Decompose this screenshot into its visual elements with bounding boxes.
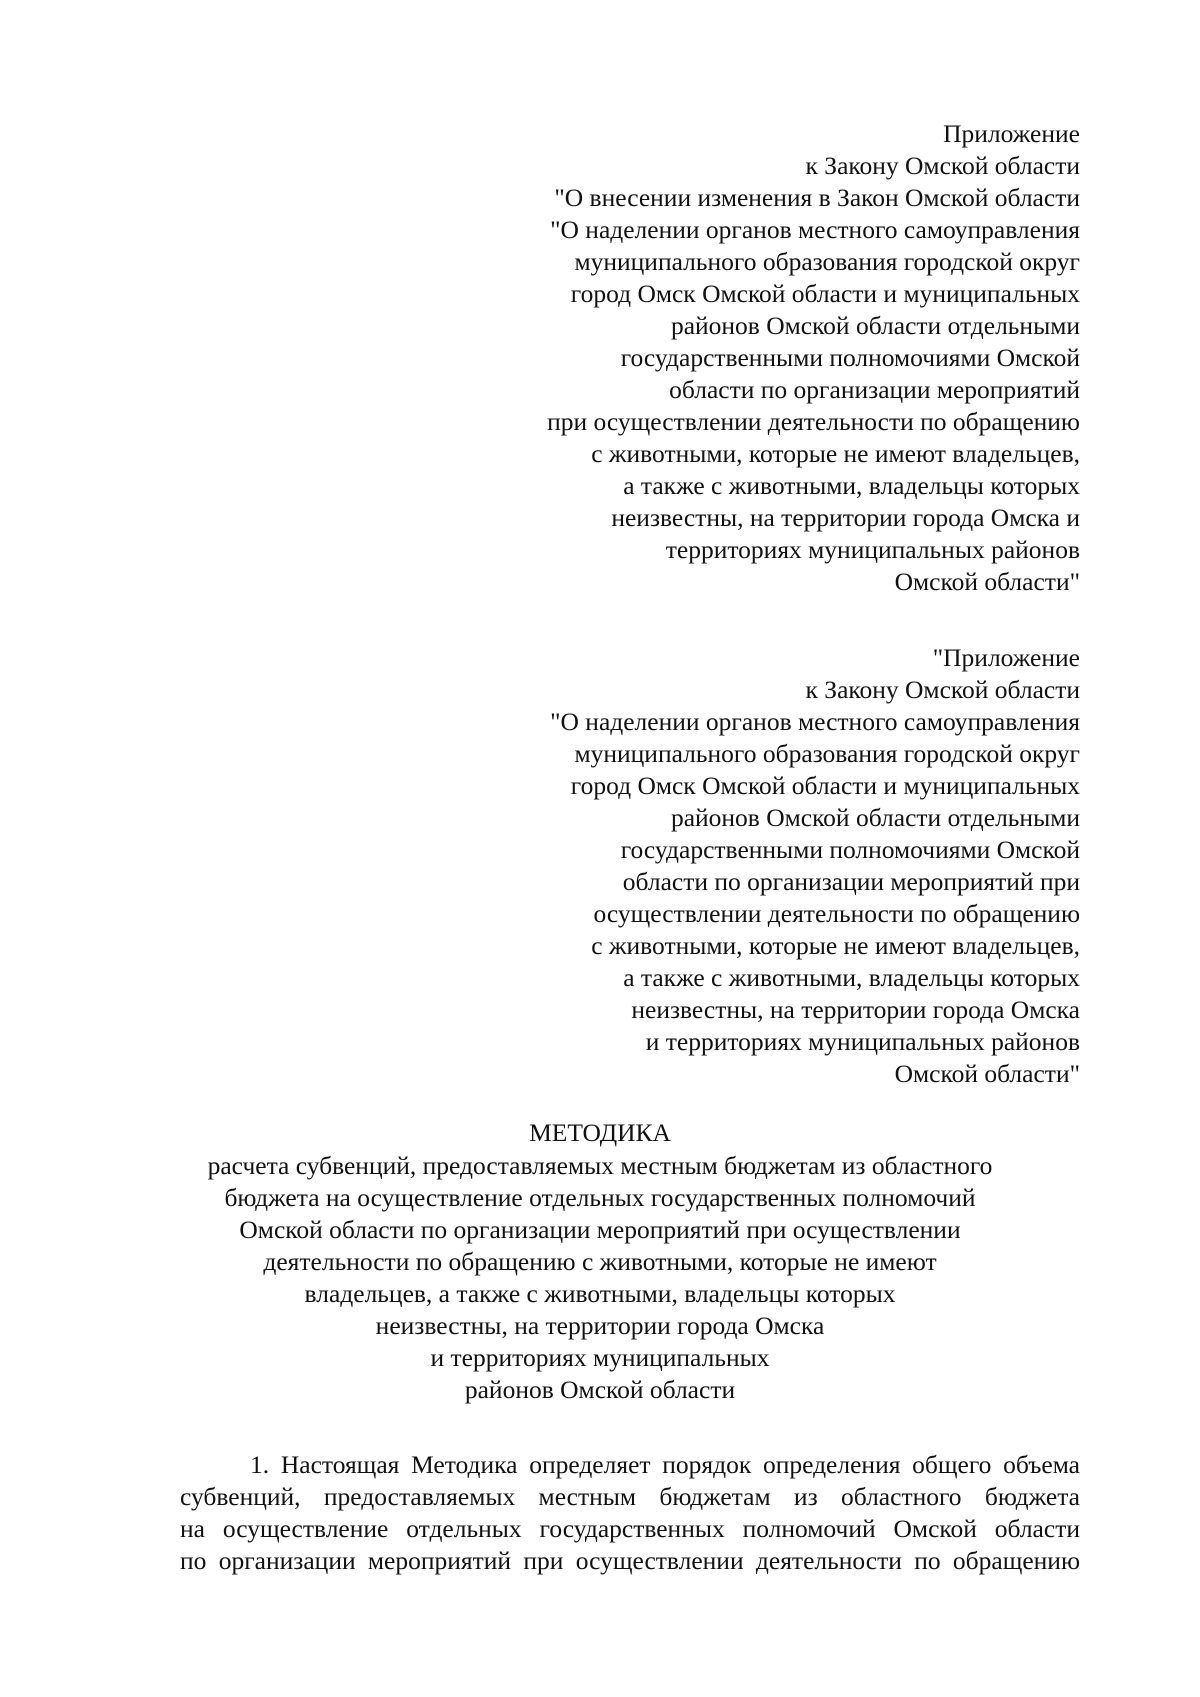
appendix-header-line: Омской области" — [894, 567, 1080, 596]
subtitle-line: деятельности по обращению с животными, которые не имеют — [263, 1247, 937, 1276]
appendix-header-line: Приложение — [943, 119, 1080, 148]
quoted-appendix-line: неизвестны, на территории города Омска — [631, 995, 1080, 1024]
paragraph-line: на осуществление отдельных государственных полномочий Омской области — [180, 1514, 1080, 1543]
appendix-header-line: области по организации мероприятий — [669, 375, 1080, 404]
subtitle-line: расчета субвенций, предоставляемых местным бюджетам из областного — [207, 1151, 993, 1180]
document-subtitle — [140, 1150, 1060, 1406]
subtitle-line: Омской области по организации мероприятий при осуществлении — [239, 1215, 961, 1244]
appendix-header-line: город Омск Омской области и муниципальных — [570, 279, 1080, 308]
quoted-appendix-line: город Омск Омской области и муниципальных — [570, 771, 1080, 800]
appendix-header-line: к Закону Омской области — [805, 151, 1080, 180]
document-title: МЕТОДИКА — [529, 1118, 671, 1147]
subtitle-line: неизвестны, на территории города Омска — [375, 1311, 825, 1340]
appendix-header-line: а также с животными, владельцы которых — [623, 471, 1080, 500]
quoted-appendix-line: "Приложение — [932, 643, 1080, 672]
appendix-header-line: "О наделении органов местного самоуправления — [550, 215, 1080, 244]
quoted-appendix-line: районов Омской области отдельными — [670, 803, 1080, 832]
appendix-header-block — [440, 118, 1080, 598]
appendix-header-line: районов Омской области отдельными — [670, 311, 1080, 340]
quoted-appendix-line: осуществлении деятельности по обращению — [593, 899, 1080, 928]
subtitle-line: владельцев, а также с животными, владельцы которых — [304, 1279, 896, 1308]
appendix-header-line: государственными полномочиями Омской — [620, 343, 1080, 372]
body-paragraph-1 — [180, 1449, 1080, 1577]
appendix-header-line: территориях муниципальных районов — [665, 535, 1080, 564]
quoted-appendix-line: "О наделении органов местного самоуправления — [550, 707, 1080, 736]
quoted-appendix-line: государственными полномочиями Омской — [620, 835, 1080, 864]
appendix-header-line: "О внесении изменения в Закон Омской области — [554, 183, 1080, 212]
subtitle-line: районов Омской области — [464, 1375, 736, 1404]
subtitle-line: бюджета на осуществление отдельных государственных полномочий — [224, 1183, 976, 1212]
quoted-appendix-line: области по организации мероприятий при — [622, 867, 1080, 896]
quoted-appendix-line: муниципального образования городской округ — [574, 739, 1080, 768]
quoted-appendix-line: с животными, которые не имеют владельцев, — [591, 931, 1080, 960]
quoted-appendix-line: к Закону Омской области — [805, 675, 1080, 704]
appendix-header-line: при осуществлении деятельности по обращению — [547, 407, 1080, 436]
appendix-header-line: с животными, которые не имеют владельцев, — [591, 439, 1080, 468]
quoted-appendix-header-block — [440, 642, 1080, 1090]
paragraph-line: 1. Настоящая Методика определяет порядок определения общего объема — [250, 1450, 1080, 1479]
subtitle-line: и территориях муниципальных — [430, 1343, 770, 1372]
quoted-appendix-line: и территориях муниципальных районов — [645, 1027, 1080, 1056]
appendix-header-line: неизвестны, на территории города Омска и — [611, 503, 1080, 532]
quoted-appendix-line: а также с животными, владельцы которых — [623, 963, 1080, 992]
appendix-header-line: муниципального образования городской округ — [574, 247, 1080, 276]
paragraph-line: по организации мероприятий при осуществлении деятельности по обращению — [180, 1546, 1080, 1575]
paragraph-line: субвенций, предоставляемых местным бюджетам из областного бюджета — [180, 1482, 1080, 1511]
quoted-appendix-line: Омской области" — [894, 1059, 1080, 1088]
